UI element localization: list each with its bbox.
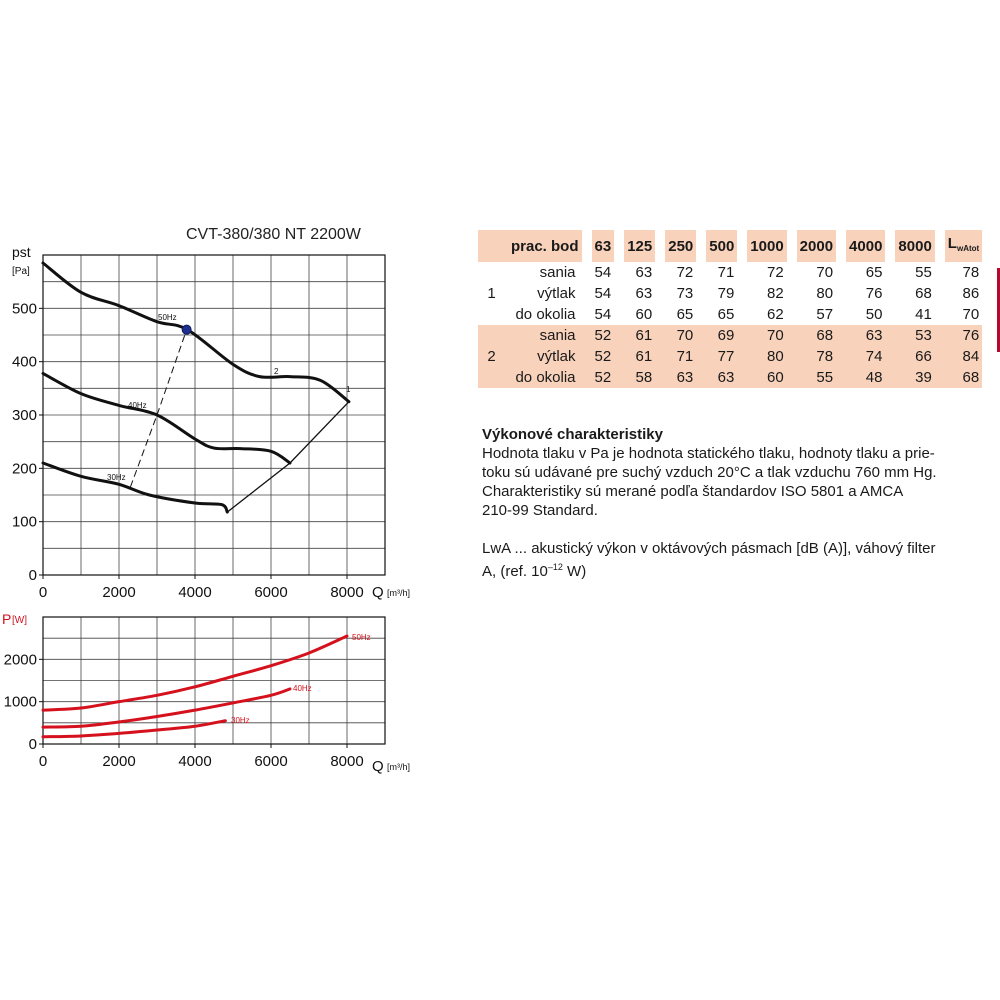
table-cell: 63: [846, 325, 885, 346]
power-label-30hz: 30Hz: [231, 716, 250, 725]
table-cell: 60: [635, 306, 653, 323]
description-line: toku sú udávané pre suchý vzduch 20°C a tlak vzduchu 760 mm Hg.: [482, 464, 937, 481]
header-total: $L_{wAtot}$: [945, 230, 982, 262]
table-cell: 61: [624, 346, 655, 367]
pressure-xtick-label: 8000: [330, 584, 364, 601]
power-label-40hz: 40Hz: [293, 684, 312, 693]
power-label-50hz: 50Hz: [352, 633, 371, 642]
power-axis-label: P: [2, 611, 12, 627]
table-cell: 52: [592, 325, 615, 346]
table-cell: 62: [766, 306, 784, 323]
table-cell: 54: [594, 264, 612, 281]
pressure-chart-grid: [43, 255, 385, 575]
group-id-cell: [478, 367, 508, 388]
table-cell: 63: [665, 367, 696, 388]
power-xtick-label: 6000: [254, 753, 288, 770]
pressure-chart: [12, 244, 410, 601]
table-cell: 77: [706, 346, 737, 367]
table-cell: 84: [945, 346, 982, 367]
table-cell: 50: [865, 306, 883, 323]
table-cell: 63: [635, 264, 653, 281]
pressure-axis-label: pst: [12, 244, 31, 260]
table-cell: 68: [915, 285, 932, 302]
table-row: [478, 325, 982, 346]
header-freq: 250: [665, 230, 696, 262]
table-cell: 48: [846, 367, 885, 388]
header-freq: 8000: [895, 230, 934, 262]
header-freq: 1000: [747, 230, 786, 262]
table-cell: 65: [717, 306, 735, 323]
table-cell: 68: [797, 325, 836, 346]
table-cell: 70: [816, 264, 834, 281]
table-cell: 53: [895, 325, 934, 346]
table-cell: 76: [945, 325, 982, 346]
table-row: [478, 346, 982, 367]
label-point-1: 1: [346, 385, 351, 394]
table-cell: 70: [962, 306, 980, 323]
group-id-cell: [478, 325, 508, 346]
table-cell: 65: [865, 264, 883, 281]
label-40hz: 40Hz: [128, 401, 147, 410]
pressure-xtick-label: 6000: [254, 584, 288, 601]
group-id-cell: 1: [487, 285, 496, 302]
header-label: prac. bod: [508, 230, 582, 262]
description: [482, 425, 982, 581]
table-header-row: [478, 230, 982, 262]
table-cell: 72: [766, 264, 784, 281]
pressure-ytick-label: 500: [11, 300, 37, 318]
table-cell: 69: [706, 325, 737, 346]
table-cell: 54: [594, 285, 612, 302]
table-cell: 82: [766, 285, 784, 302]
table-cell: 68: [945, 367, 982, 388]
pressure-xaxis-label: Q: [372, 584, 384, 601]
table-cell: 74: [846, 346, 885, 367]
label-50hz: 50Hz: [158, 313, 177, 322]
table-cell: 63: [706, 367, 737, 388]
row-label: výtlak: [537, 285, 576, 302]
power-axis-unit: [W]: [12, 615, 27, 626]
pressure-xtick-label: 0: [38, 584, 48, 601]
table-cell: 71: [665, 346, 696, 367]
pressure-chart-ticks: [12, 300, 364, 601]
pressure-xaxis-unit: [m³/h]: [387, 588, 411, 598]
group-id-cell: [478, 304, 508, 325]
table-cell: 80: [747, 346, 786, 367]
pressure-curve-50hz: [43, 263, 349, 402]
header-freq: 63: [592, 230, 615, 262]
power-xaxis-label: Q: [372, 758, 384, 775]
group-id-cell: 2: [478, 346, 508, 367]
table-cell: 70: [665, 325, 696, 346]
table-cell: 80: [816, 285, 834, 302]
table-cell: 73: [676, 285, 694, 302]
pressure-ytick-label: 200: [11, 460, 37, 478]
power-ytick-label: 1000: [3, 693, 37, 711]
table-cell: 70: [747, 325, 786, 346]
description-line: Hodnota tlaku v Pa je hodnota statického tlaku, hodnoty tlaku a prie-: [482, 445, 935, 462]
pressure-ytick-label: 400: [11, 353, 37, 371]
table-cell: 52: [592, 346, 615, 367]
table-cell: 78: [797, 346, 836, 367]
pressure-chart-series: [43, 263, 349, 512]
pressure-xtick-label: 4000: [178, 584, 212, 601]
acoustic-table-body: [478, 230, 982, 388]
header-group-cell: [478, 230, 508, 262]
row-label: do okolia: [515, 306, 576, 323]
row-label: výtlak: [508, 346, 582, 367]
row-label: sania: [539, 264, 576, 281]
table-cell: 52: [592, 367, 615, 388]
table-cell: 86: [962, 285, 980, 302]
acoustic-table: [478, 230, 982, 388]
pressure-axis-unit: [Pa]: [12, 266, 30, 277]
operating-point-marker: [182, 325, 191, 334]
power-xtick-label: 4000: [178, 753, 212, 770]
pressure-ytick-label: 300: [11, 407, 37, 424]
header-freq: 4000: [846, 230, 885, 262]
header-freq: 2000: [797, 230, 836, 262]
header-freq: 500: [706, 230, 737, 262]
pressure-curve-40hz: [43, 373, 290, 463]
table-row: [478, 262, 982, 283]
table-cell: 76: [865, 285, 883, 302]
header-freq: 125: [624, 230, 655, 262]
table-cell: 41: [915, 306, 932, 323]
chart-title: CVT-380/380 NT 2200W: [186, 226, 361, 243]
table-cell: 54: [594, 306, 612, 323]
table-cell: 72: [676, 264, 694, 281]
lwa-note: LwA ... akustický výkon v oktávových pásmach [dB (A)], váhový filter: [482, 540, 936, 557]
table-cell: 55: [797, 367, 836, 388]
power-xtick-label: 2000: [102, 753, 136, 770]
table-cell: 61: [624, 325, 655, 346]
table-cell: 57: [816, 306, 834, 323]
table-row: [478, 367, 982, 388]
power-ytick-label: 2000: [3, 651, 37, 669]
table-row: [478, 283, 982, 304]
pressure-ytick-label: 0: [28, 567, 37, 584]
power-xaxis-unit: [m³/h]: [387, 762, 411, 772]
table-cell: 55: [915, 264, 932, 281]
power-xtick-label: 8000: [330, 753, 364, 770]
power-ytick-label: 0: [28, 736, 37, 753]
system-boundary-line: [227, 402, 349, 512]
description-heading: Výkonové charakteristiky: [482, 426, 663, 443]
description-line: 210-99 Standard.: [482, 502, 598, 519]
table-cell: 66: [895, 346, 934, 367]
pressure-xtick-label: 2000: [102, 584, 136, 601]
table-cell: 58: [624, 367, 655, 388]
table-row: [478, 304, 982, 325]
table-cell: 60: [747, 367, 786, 388]
pressure-curve-30hz: [43, 463, 227, 512]
row-label: do okolia: [508, 367, 582, 388]
pressure-ytick-label: 100: [11, 513, 37, 531]
lwa-note-ref: A, (ref. $10^{-12}$ W): [482, 562, 587, 580]
group-id-cell: [478, 262, 508, 283]
label-point-2: 2: [274, 367, 279, 376]
power-chart: [2, 611, 410, 775]
power-xtick-label: 0: [38, 753, 48, 770]
table-cell: 63: [635, 285, 653, 302]
description-line: Charakteristiky sú merané podľa štandardov ISO 5801 a AMCA: [482, 483, 904, 500]
label-30hz: 30Hz: [107, 473, 126, 482]
table-cell: 65: [676, 306, 694, 323]
table-cell: 78: [962, 264, 980, 281]
table-cell: 71: [717, 264, 735, 281]
table-cell: 79: [717, 285, 735, 302]
row-label: sania: [508, 325, 582, 346]
table-cell: 39: [895, 367, 934, 388]
